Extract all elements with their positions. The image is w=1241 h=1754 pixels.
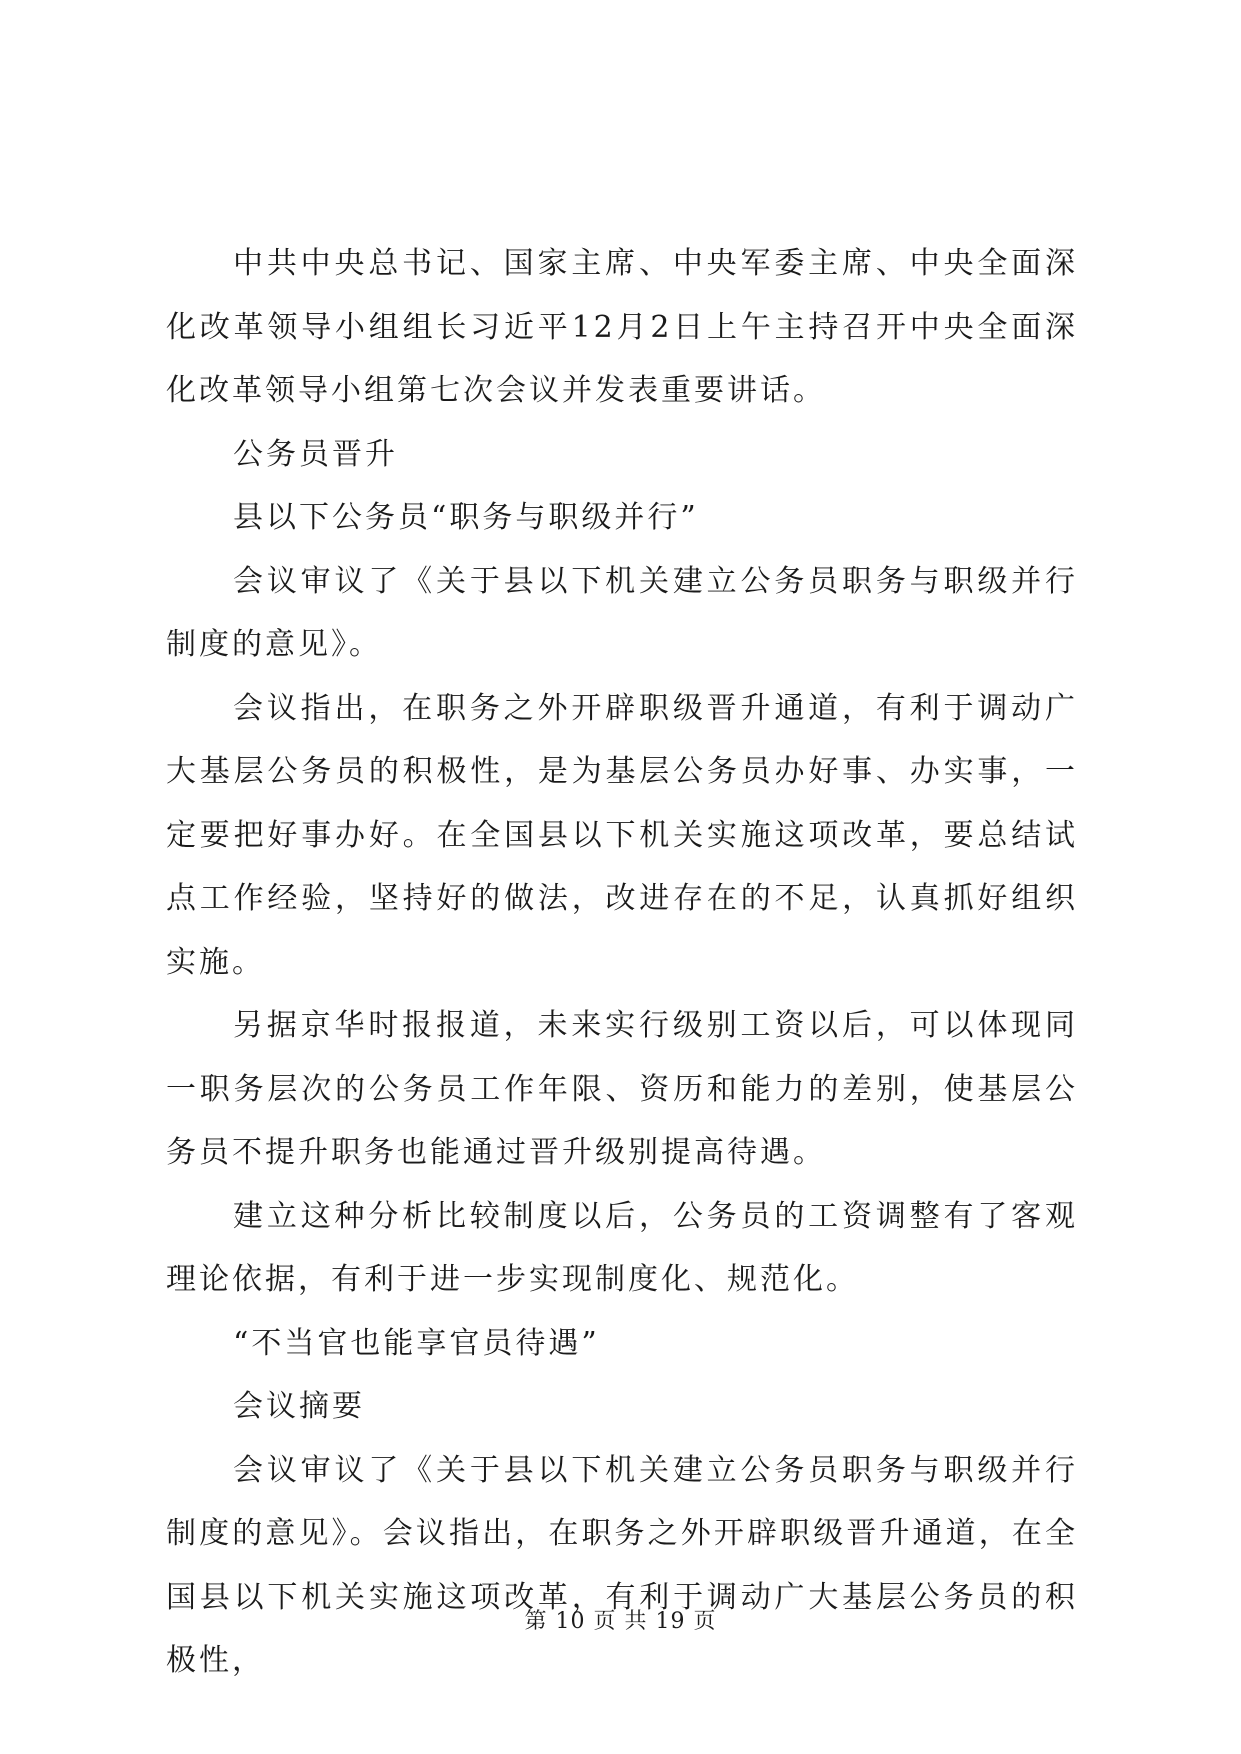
- paragraph-review-opinion: 会议审议了《关于县以下机关建立公务员职务与职级并行制度的意见》。: [166, 563, 1078, 662]
- heading-meeting-summary: 会议摘要: [233, 1389, 365, 1424]
- document-body: [166, 232, 1078, 1693]
- paragraph-news-report: 另据京华时报报道，未来实行级别工资以后，可以体现同一职务层次的公务员工作年限、资历和能力的差别，使基层公务员不提升职务也能通过晋升级别提高待遇。: [166, 1008, 1078, 1170]
- heading-promotion: 公务员晋升: [233, 436, 398, 472]
- paragraph-salary-system: 建立这种分析比较制度以后，公务员的工资调整有了客观理论依据，有利于进一步实现制度化、规范化。: [166, 1198, 1078, 1297]
- heading-parallel-ranks: 县以下公务员“职务与职级并行”: [233, 500, 699, 535]
- paragraph-meeting-points: 会议指出，在职务之外开辟职级晋升通道，有利于调动广大基层公务员的积极性，是为基层公务员办好事、办实事，一定要把好事办好。在全国县以下机关实施这项改革，要总结试点工作经验，坚持好的做法，改进存在的不足，认真抓好组织实施。: [166, 690, 1078, 980]
- page-number-footer: 第 10 页 共 19 页: [524, 1609, 717, 1634]
- paragraph-meeting-intro: 中共中央总书记、国家主席、中央军委主席、中央全面深化改革领导小组组长习近平12月2日上午主持召开中央全面深化改革领导小组第七次会议并发表重要讲话。: [166, 246, 1078, 408]
- heading-official-treatment: “不当官也能享官员待遇”: [233, 1325, 600, 1361]
- paragraph-summary-text: 会议审议了《关于县以下机关建立公务员职务与职级并行制度的意见》。会议指出，在职务之外开辟职级晋升通道，在全国县以下机关实施这项改革，有利于调动广大基层公务员的积极性，: [166, 1452, 1078, 1678]
